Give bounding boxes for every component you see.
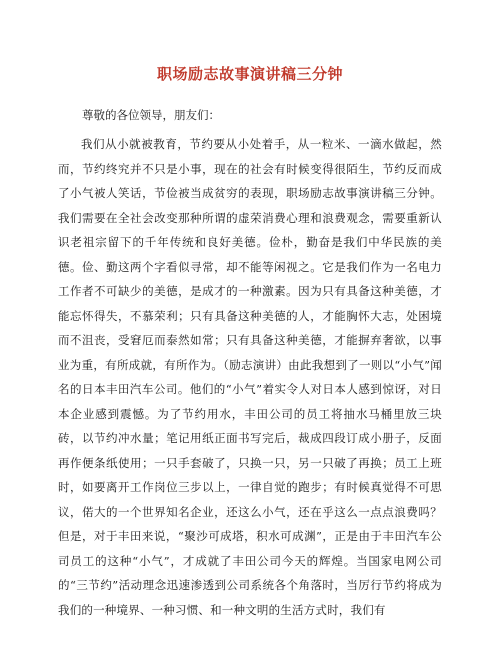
body-paragraph: 我们从小就被教育，节约要从小处着手，从一粒米、一滴水做起，然而，节约终究并不只是小事，现在的社会有时候变得很陌生，节约反而成了小气被人笑话，节俭被当成贫穷的表现，职场励志故事演讲稿三分钟。我们需要在全社会改变那种所谓的虚荣消费心理和浪费观念，需要重新认识老祖宗留下的千年传统和良好美德。俭朴，勤奋是我们中华民族的美德。俭、勤这两个字看似寻常，却不能等闲视之。它是我们作为一名电力工作者不可缺少的美德，是成才的一种激素。因为只有具备这种美德，才能忘怀得失，不慕荣利；只有具备这种美德的人，才能胸怀大志，处困境而不沮丧，受窘厄而泰然如常；只有具备这种美德，才能摒弃奢欲，以事业为重，有所成就，有所作为。（励志演讲）由此我想到了一则以“小气”闻名的日本丰田汽车公司。他们的“小气”着实令人对日本人感到惊讶，对日本企业感到震憾。为了节约用水，丰田公司的员工将抽水马桶里放三块砖，以节约冲水量；笔记用纸正面书写完后，裁成四段订成小册子，反面再作便条纸使用；一只手套破了，只换一只，另一只破了再换；员工上班时，如要离开工作岗位三步以上，一律自觉的跑步；有时候真觉得不可思议，偌大的一个世界知名企业，还这么小气，还在乎这么一点点浪费吗？但是，对于丰田来说，“聚沙可成塔，积水可成渊”，正是由于丰田汽车公司员工的这种“小气”，才成就了丰田公司今天的辉煌。当国家电网公司的“三节约”活动理念迅速渗透到公司系统各个角落时，当厉行节约将成为我们的一种境界、一种习惯、和一种文明的生活方式时，我们有	[58, 137, 442, 617]
salutation: 尊敬的各位领导，朋友们：	[82, 108, 220, 122]
document-title: 职场励志故事演讲稿三分钟	[156, 65, 343, 83]
